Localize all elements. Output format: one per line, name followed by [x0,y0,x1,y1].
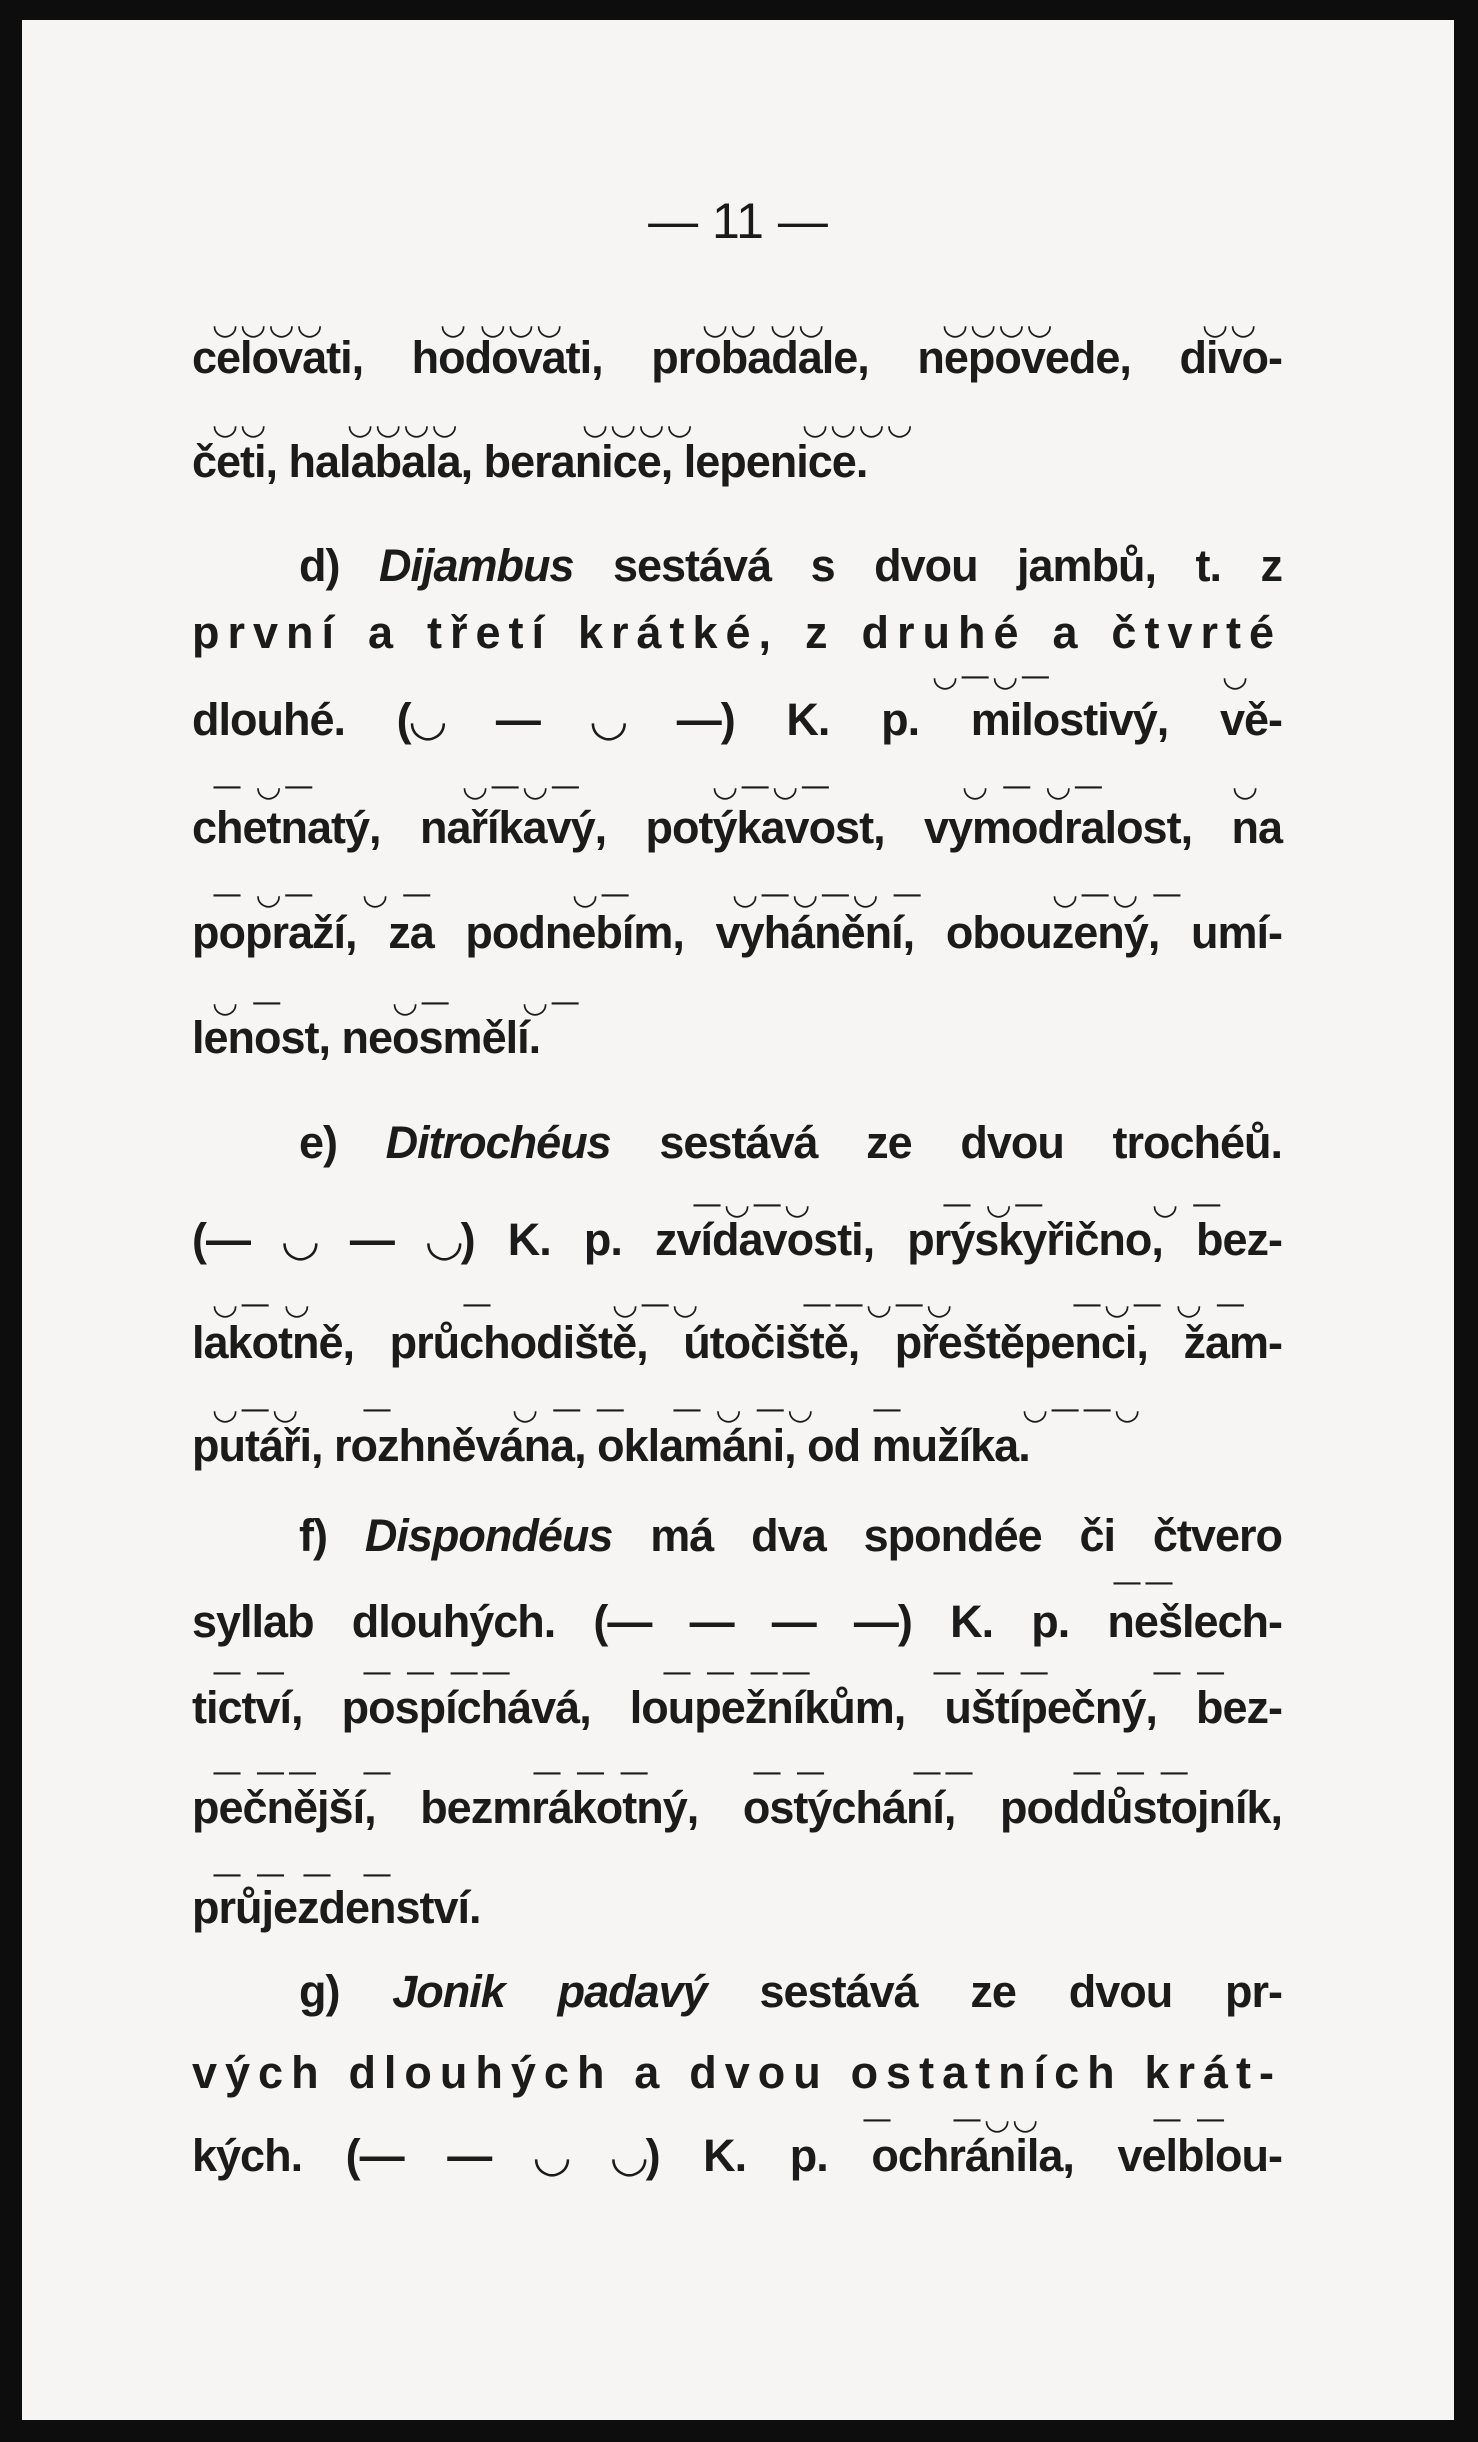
section-label: d) [299,540,340,591]
meter-mark: —◡— ◡ — [1072,1287,1248,1322]
text-line: průjezdenství. [192,1882,481,1933]
meter-mark: ◡ — [212,985,284,1020]
meter-mark: —— [912,1755,976,1790]
meter-mark: ◡— [392,985,453,1020]
meter-mark: —— [1112,1565,1176,1600]
meter-mark: — ◡— [212,877,316,912]
meter-mark: ◡ — [362,877,434,912]
section-label: f) [299,1510,327,1561]
text-line: celovati, hodovati, probadale, nepovede, divo- [192,332,1282,383]
text-line: pečnější, bezmrákotný, ostýchání, poddůstojník, [192,1782,1282,1833]
term: Ditrochéus [385,1117,611,1168]
text-line: dlouhé. (◡ — ◡ —) K. p. milostivý, vě- [192,694,1282,745]
meter-mark: — ◡ —◡ [672,1392,816,1427]
meter-mark: —◡◡ [952,2102,1041,2137]
section-f [299,1508,1282,1564]
meter-mark: ◡ ◡◡◡ [440,307,565,342]
meter-mark: ◡ — [1152,1187,1224,1222]
section-d [299,538,1282,594]
section-g [299,1964,1282,2020]
meter-mark: ◡——◡ [1022,1392,1143,1427]
meter-mark: — [872,1392,904,1427]
text-line: tictví, pospíchává, loupežníkům, uštípečný, bez- [192,1682,1282,1733]
meter-mark: ◡◡◡◡ [212,307,325,342]
meter-mark: ◡ — — [512,1392,628,1427]
meter-mark: — — —— [362,1655,514,1690]
meter-mark: ◡◡ ◡◡ [702,307,827,342]
meter-mark: — [302,1857,334,1892]
meter-mark: — [462,1287,494,1322]
meter-mark: — [362,1755,394,1790]
term: Dispondéus [364,1510,613,1561]
meter-mark: ◡—◡— [712,769,833,804]
meter-mark: ◡—◡—◡ — [732,877,925,912]
meter-mark: — — — [932,1655,1052,1690]
meter-mark: ◡◡◡◡ [347,407,460,442]
meter-mark: — — [212,1857,288,1892]
meter-mark: — [362,1392,394,1427]
text-line: vých dlouhých a dvou ostatních krát- [192,2047,1282,2098]
text-line: (— ◡ — ◡) K. p. zvídavosti, prýskyřično, bez- [192,1214,1282,1265]
meter-mark: ◡—◡— [932,659,1053,694]
section-e [299,1115,1282,1171]
section-text: sestává ze dvou pr- [759,1966,1282,2017]
meter-mark: ◡◡◡◡ [942,307,1055,342]
text-line: lakotně, průchodiště, útočiště, přeštěpenci, žam- [192,1317,1282,1368]
meter-mark: ◡—◡ [212,1392,301,1427]
meter-mark: — ◡— [942,1187,1046,1222]
meter-mark: — — — [532,1755,652,1790]
meter-mark: ◡—◡ [612,1287,701,1322]
meter-mark: ◡ — ◡— [962,769,1106,804]
meter-mark: —◡—◡ [692,1187,813,1222]
meter-mark: ◡◡◡◡ [582,407,695,442]
page-number: — 11 — [648,193,828,249]
meter-mark: — — —— [662,1655,814,1690]
text-line: lenost, neosmělí. [192,1012,541,1063]
meter-mark: ◡◡ [212,407,269,442]
term: Jonik padavý [392,1966,707,2017]
section-text: sestává s dvou jambů, t. z [612,540,1282,591]
meter-mark: ◡◡◡◡ [802,407,915,442]
book-page [22,20,1454,2420]
meter-mark: ◡— [522,985,583,1020]
text-line: chetnatý, naříkavý, potýkavost, vymodralost, na [192,802,1282,853]
meter-mark: ◡ [1222,659,1251,694]
meter-mark: — — [212,1655,288,1690]
meter-mark: — — [1152,2102,1228,2137]
meter-mark: — — [1152,1655,1228,1690]
text-line: syllab dlouhých. (— — — —) K. p. nešlech- [192,1596,1282,1647]
text-line: popraží, za podnebím, vyhánění, obouzený, umí- [192,907,1282,958]
section-label: g) [299,1966,340,2017]
section-text: má dva spondée či čtvero [650,1510,1282,1561]
meter-mark: ◡— ◡ [212,1287,312,1322]
text-line: četi, halabala, beranice, lepenice. [192,436,868,487]
text-line: putáři, rozhněvána, oklamáni, od mužíka. [192,1420,1030,1471]
meter-mark: — —— [212,1755,320,1790]
meter-mark: — [362,1857,394,1892]
meter-mark: ——◡—◡ [802,1287,955,1322]
meter-mark: — ◡— [212,769,316,804]
text-line: kých. (— — ◡ ◡) K. p. ochránila, velblou- [192,2130,1282,2181]
meter-mark: — — [752,1755,828,1790]
meter-mark: ◡ [1232,769,1261,804]
term: Dijambus [378,540,574,591]
text-line: první a třetí krátké, z druhé a čtvrté [192,607,1282,658]
meter-mark: ◡—◡— [462,769,583,804]
meter-mark: — [862,2102,894,2137]
section-text: sestává ze dvou trochéů. [659,1117,1282,1168]
section-label: e) [299,1117,338,1168]
meter-mark: — — — [1072,1755,1192,1790]
meter-mark: ◡◡ [1202,307,1259,342]
meter-mark: ◡—◡ — [1052,877,1184,912]
meter-mark: ◡— [572,877,633,912]
